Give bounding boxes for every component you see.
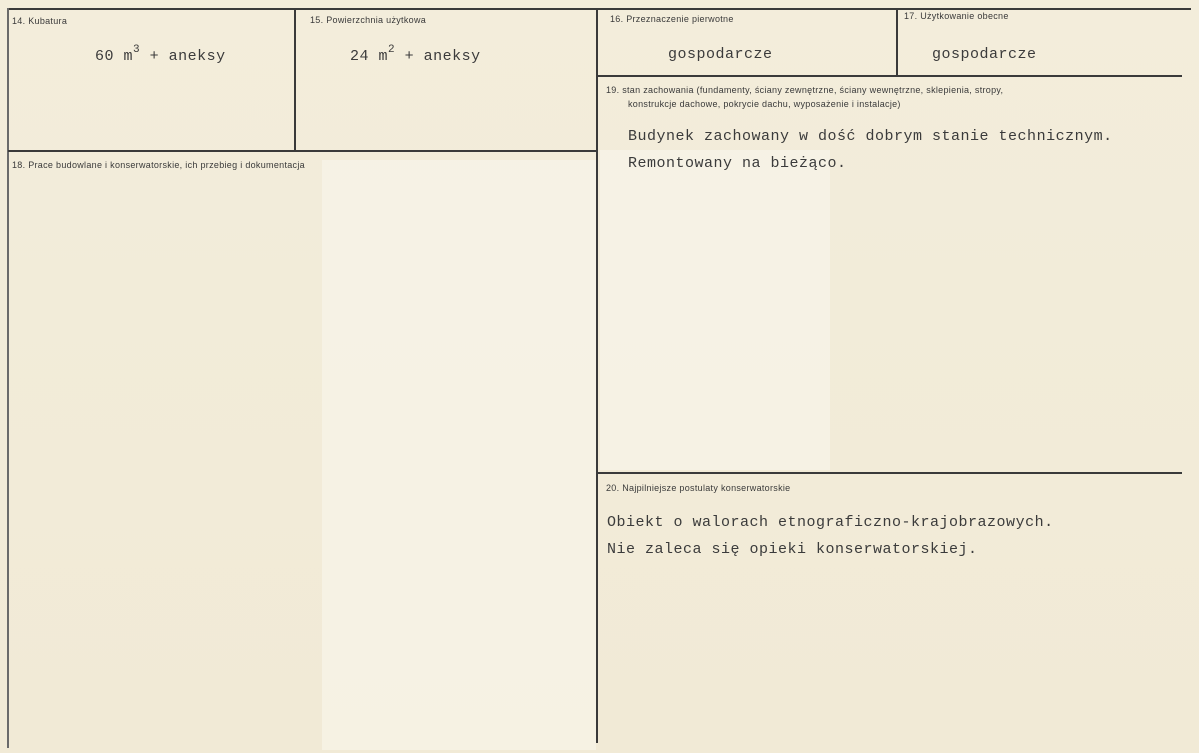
divider-14-15 [294, 8, 296, 151]
label-postulaty: 20. Najpilniejsze postulaty konserwatorskie [606, 483, 791, 493]
paper-light-patch [322, 160, 596, 750]
label-przeznaczenie: 16. Przeznaczenie pierwotne [610, 14, 734, 24]
hline-under-16-17 [598, 75, 1182, 77]
text-stan-zachowania-2: Remontowany na bieżąco. [628, 155, 847, 172]
text-postulaty-1: Obiekt o walorach etnograficzno-krajobrazowych. [607, 514, 1054, 531]
value-kubatura: 60 $m^3$ + aneksy [95, 44, 226, 65]
value-powierzchnia: 24 $m^2$ + aneksy [350, 44, 481, 65]
label-prace-budowlane: 18. Prace budowlane i konserwatorskie, ich przebieg i dokumentacja [12, 160, 305, 170]
hline-above-20 [598, 472, 1182, 474]
label-kubatura: 14. Kubatura [12, 16, 68, 26]
cut-off-top-text [388, 0, 788, 8]
divider-16-17 [896, 8, 898, 76]
value-przeznaczenie: gospodarcze [668, 46, 773, 63]
label-powierzchnia: 15. Powierzchnia użytkowa [310, 15, 427, 25]
label-stan-zachowania-1: 19. stan zachowania (fundamenty, ściany zewnętrzne, ściany wewnętrzne, sklepienia, stropy, [606, 85, 1004, 95]
top-border-line [8, 8, 1191, 10]
hline-under-14-15 [8, 150, 596, 152]
divider-main-vertical [596, 8, 598, 743]
left-border-line [7, 8, 9, 748]
value-uzytkowanie: gospodarcze [932, 46, 1037, 63]
label-stan-zachowania-2: konstrukcje dachowe, pokrycie dachu, wyposażenie i instalacje) [628, 99, 901, 109]
paper-light-patch-right [600, 150, 830, 470]
label-uzytkowanie: 17. Użytkowanie obecne [904, 11, 1009, 21]
text-stan-zachowania-1: Budynek zachowany w dość dobrym stanie technicznym. [628, 128, 1113, 145]
text-postulaty-2: Nie zaleca się opieki konserwatorskiej. [607, 541, 978, 558]
